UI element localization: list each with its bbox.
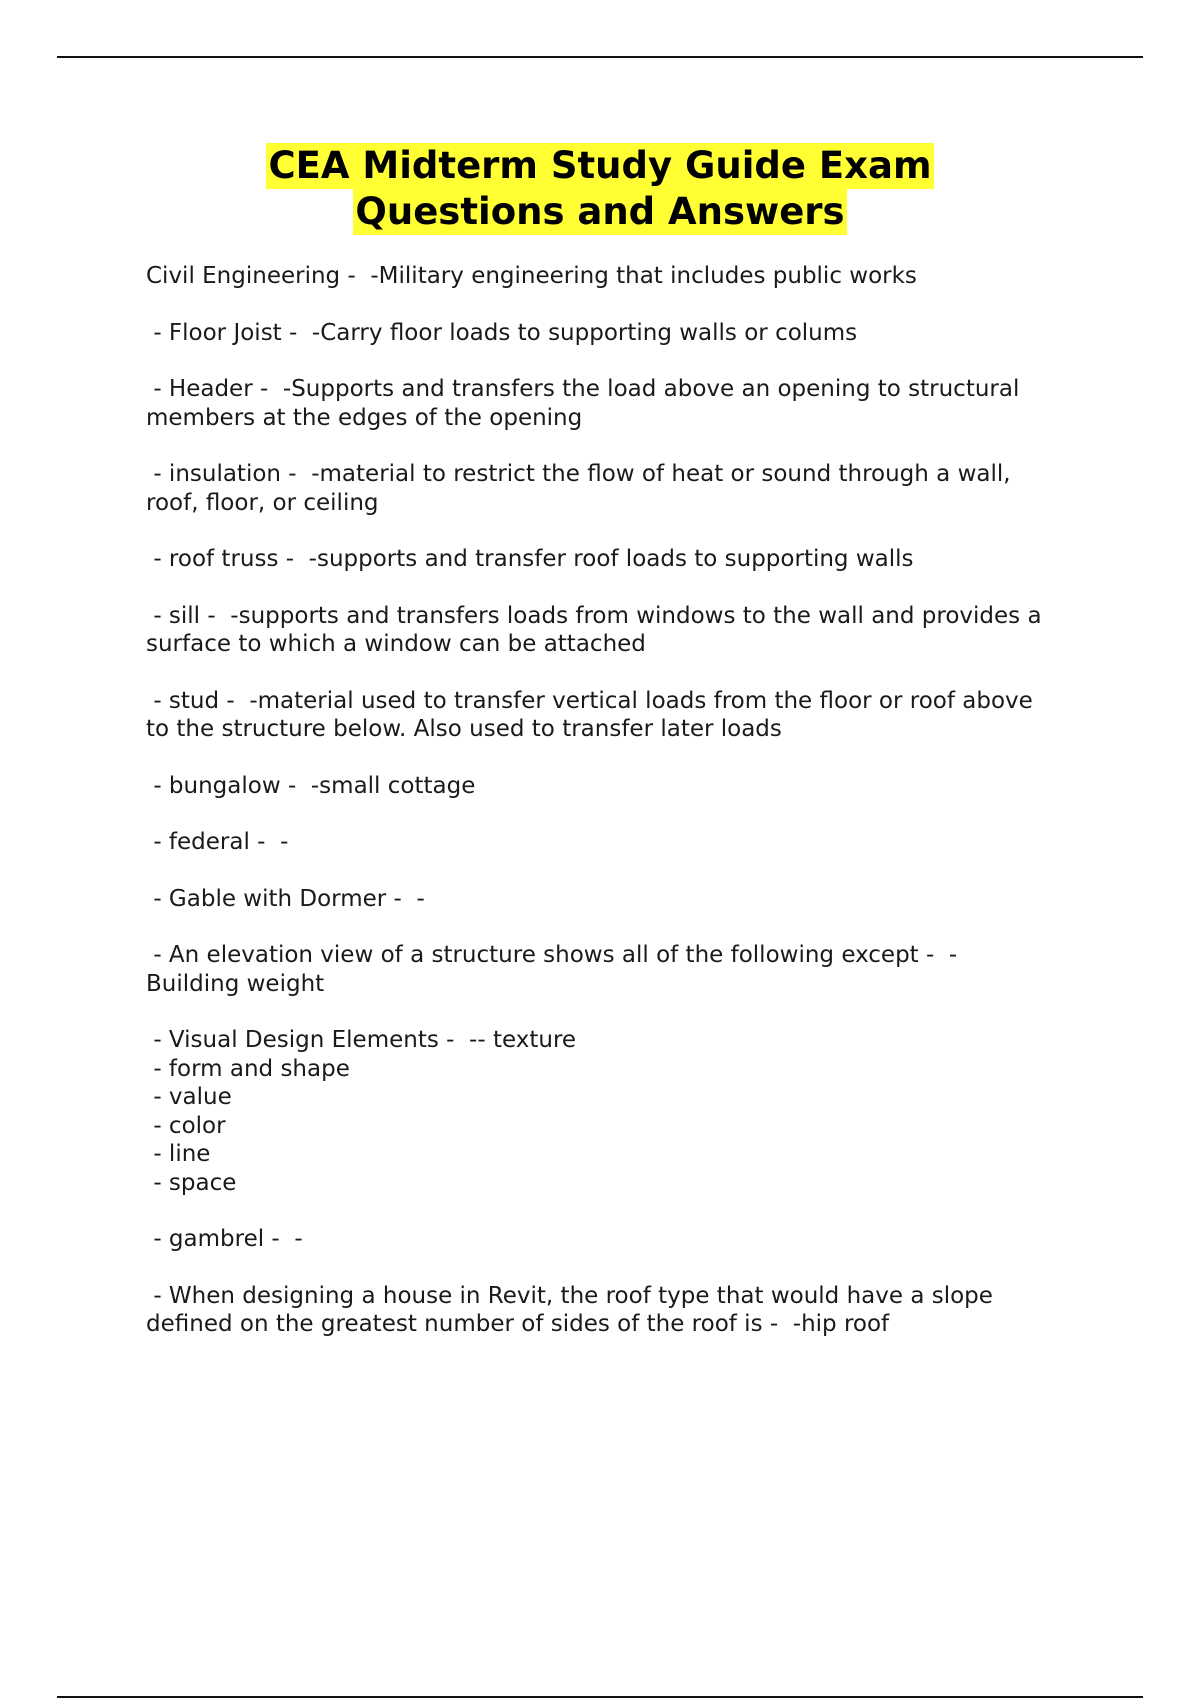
footer-rule: [57, 1696, 1143, 1698]
qa-list: [146, 262, 1096, 1367]
qa-entry-line: - gambrel - -: [146, 1226, 303, 1252]
qa-entry-line: surface to which a window can be attached: [146, 631, 646, 657]
qa-entry-line: - bungalow - -small cottage: [146, 772, 476, 799]
qa-entry: [146, 772, 1096, 801]
qa-entry-line: - stud - -material used to transfer vertical loads from the floor or roof above: [146, 687, 1033, 714]
qa-entry: [146, 828, 1096, 857]
qa-entry-line: - line: [146, 1141, 211, 1167]
qa-entry-line: roof, floor, or ceiling: [146, 489, 379, 516]
qa-entry: [146, 687, 1096, 744]
qa-entry: [146, 941, 1096, 998]
qa-entry-line: Civil Engineering - -Military engineering that includes public works: [146, 263, 917, 289]
qa-entry-line: - federal - -: [146, 829, 289, 855]
qa-entry: [146, 545, 1096, 574]
qa-entry: [146, 375, 1096, 432]
qa-entry: [146, 602, 1096, 659]
qa-entry-line: - color: [146, 1112, 226, 1139]
qa-entry: [146, 1026, 1096, 1197]
qa-entry: [146, 460, 1096, 517]
qa-entry-line: defined on the greatest number of sides of the roof is - -hip roof: [146, 1311, 890, 1337]
qa-entry-line: - An elevation view of a structure shows all of the following except - -: [146, 942, 958, 968]
header-rule: [57, 56, 1143, 58]
qa-entry: [146, 885, 1096, 914]
qa-entry-line: - Gable with Dormer - -: [146, 885, 425, 912]
qa-entry: [146, 319, 1096, 348]
qa-entry-line: - form and shape: [146, 1055, 350, 1082]
qa-entry: [146, 1225, 1096, 1254]
qa-entry-line: - Header - -Supports and transfers the load above an opening to structural: [146, 376, 1020, 402]
qa-entry-line: members at the edges of the opening: [146, 404, 583, 431]
qa-entry-line: - insulation - -material to restrict the flow of heat or sound through a wall,: [146, 461, 1011, 487]
qa-entry-line: - Floor Joist - -Carry floor loads to supporting walls or colums: [146, 319, 858, 346]
qa-entry-line: - roof truss - -supports and transfer roof loads to supporting walls: [146, 546, 914, 572]
qa-entry-line: - space: [146, 1169, 237, 1196]
title-line-1: CEA Midterm Study Guide Exam: [268, 144, 932, 187]
title-line-2: Questions and Answers: [355, 190, 845, 233]
qa-entry-line: to the structure below. Also used to transfer later loads: [146, 716, 782, 742]
qa-entry: [146, 262, 1096, 291]
qa-entry-line: - When designing a house in Revit, the roof type that would have a slope: [146, 1282, 993, 1309]
qa-entry-line: - Visual Design Elements - -- texture: [146, 1027, 577, 1053]
page-title: [0, 143, 1200, 235]
qa-entry-line: - sill - -supports and transfers loads from windows to the wall and provides a: [146, 602, 1042, 629]
qa-entry-line: - value: [146, 1084, 232, 1110]
qa-entry: [146, 1282, 1096, 1339]
qa-entry-line: Building weight: [146, 970, 325, 997]
